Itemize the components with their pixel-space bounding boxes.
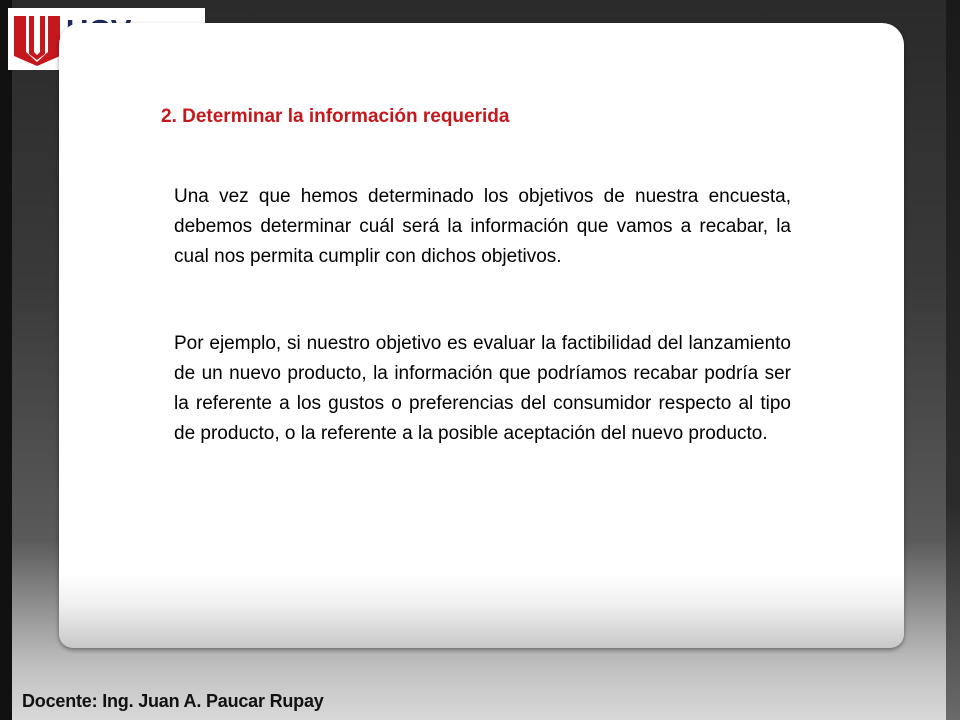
instructor-footer: Docente: Ing. Juan A. Paucar Rupay xyxy=(22,691,324,711)
ucv-shield-icon xyxy=(12,12,62,66)
left-edge-strip xyxy=(0,0,12,720)
paragraph-2: Por ejemplo, si nuestro objetivo es evaluar la factibilidad del lanzamiento de un nuevo producto, la información que podríamos recabar podría ser la referente a los gustos o preferencias del consumidor respecto al tipo de producto, o la referente a la posible aceptación del nuevo producto. xyxy=(174,333,791,444)
section-heading: 2. Determinar la información requerida xyxy=(161,106,510,127)
paragraph-1: Una vez que hemos determinado los objetivos de nuestra encuesta, debemos determinar cuál será la información que vamos a recabar, la cual nos permita cumplir con dichos objetivos. xyxy=(174,186,791,267)
right-edge-strip xyxy=(946,0,960,720)
